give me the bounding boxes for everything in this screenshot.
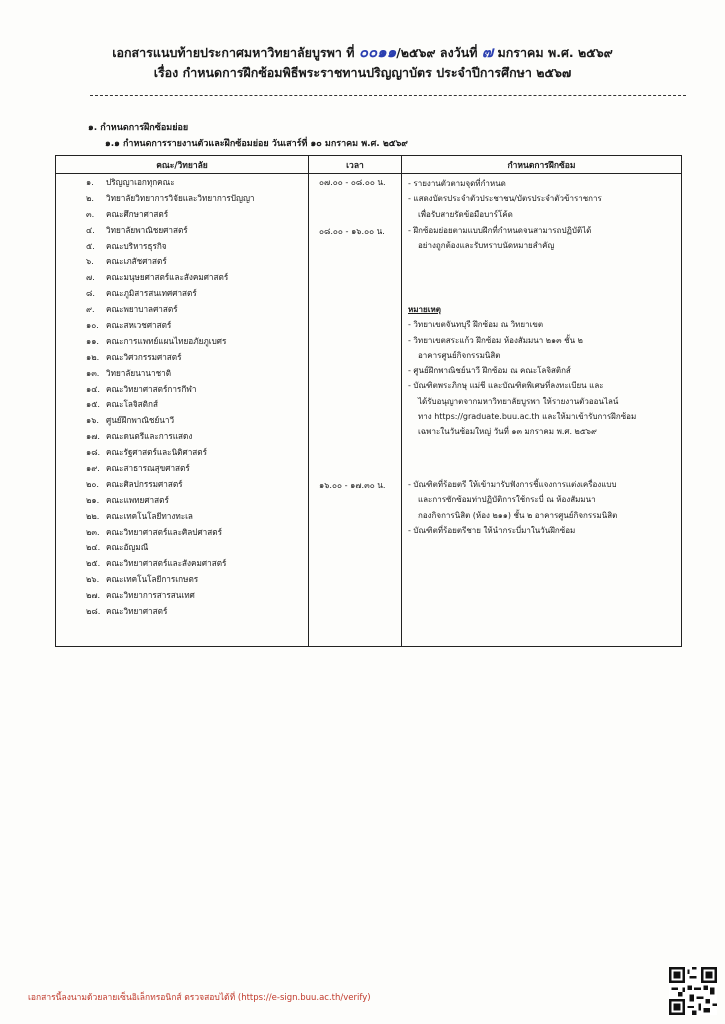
faculty-name: คณะรัฐศาสตร์และนิติศาสตร์: [106, 447, 208, 458]
faculty-number: ๒๒.: [86, 510, 100, 521]
faculty-name: คณะศึกษาศาสตร์: [106, 208, 169, 219]
faculty-name: คณะบริหารธุรกิจ: [106, 240, 167, 251]
faculty-number: ๑.: [86, 177, 94, 187]
faculty-row: [56, 366, 308, 382]
qr-code-icon: [669, 967, 717, 1015]
faculty-row: [56, 461, 308, 477]
table-header-row: [56, 156, 682, 174]
faculty-name: คณะพยาบาลศาสตร์: [106, 304, 178, 315]
faculty-row: [56, 191, 308, 207]
faculty-name: คณะศิลปกรรมศาสตร์: [106, 478, 183, 489]
faculty-row: [56, 334, 308, 350]
faculty-number: ๒๕.: [86, 558, 101, 569]
faculty-number: ๑๒.: [86, 351, 100, 362]
faculty-row: [56, 493, 308, 509]
time-slot-3: ๑๖.๐๐ - ๑๗.๓๐ น.: [319, 480, 386, 490]
faculty-name: คณะเทคโนโลยีการเกษตร: [106, 574, 199, 585]
faculty-name: วิทยาลัยวิทยาการวิจัยและวิทยาการปัญญา: [106, 192, 255, 203]
faculty-number: ๑๙.: [86, 463, 100, 474]
faculty-number: ๑๓.: [86, 367, 100, 378]
faculty-name: ศูนย์ฝึกพาณิชย์นาวี: [106, 415, 175, 426]
faculty-column-header: คณะ/วิทยาลัย: [56, 156, 309, 174]
faculty-name: คณะโลจิสติกส์: [106, 399, 158, 410]
faculty-name: คณะสาธารณสุขศาสตร์: [106, 463, 190, 474]
faculty-row: [56, 445, 308, 461]
faculty-number: ๑๘.: [86, 447, 101, 458]
faculty-name: คณะแพทยศาสตร์: [106, 494, 169, 505]
faculty-row: [56, 588, 308, 604]
schedule-column-header: กำหนดการฝึกซ้อม: [402, 156, 682, 174]
handwritten-doc-number: ๐๐๑๑: [358, 43, 397, 61]
faculty-row: [56, 223, 308, 239]
faculty-name: วิทยาลัยนานาชาติ: [106, 367, 172, 378]
faculty-row: [56, 413, 308, 429]
faculty-number: ๙.: [86, 304, 95, 315]
faculty-name: คณะวิทยาศาสตร์: [106, 606, 168, 617]
faculty-row: [56, 540, 308, 556]
faculty-name: คณะวิศวกรรมศาสตร์: [106, 351, 182, 362]
time-cell: [309, 174, 402, 647]
faculty-name: คณะวิทยาศาสตร์และศิลปศาสตร์: [106, 526, 222, 537]
month-year: มกราคม พ.ศ. ๒๕๖๙: [497, 45, 613, 60]
faculty-row: [56, 429, 308, 445]
faculty-row: [56, 239, 308, 255]
faculty-name: คณะวิทยาศาสตร์การกีฬา: [106, 383, 197, 394]
faculty-name: คณะเภสัชศาสตร์: [106, 256, 167, 267]
section-1-heading: ๑. กำหนดการฝึกซ้อมย่อย: [88, 123, 189, 133]
esign-footer: เอกสารนี้ลงนามด้วยลายเซ็นอิเล็กทรอนิกส์ ตรวจสอบได้ที่ (https://e-sign.buu.ac.th/verify): [28, 993, 371, 1003]
faculty-row: [56, 556, 308, 572]
faculty-number: ๑๖.: [86, 415, 99, 426]
faculty-cell: [56, 174, 309, 647]
faculty-number: ๑๐.: [86, 320, 99, 331]
remarks-block: หมายเหตุ - วิทยาเขตจันทบุรี ฝึกซ้อม ณ วิทยาเขต - วิทยาเขตสระแก้ว ฝึกซ้อม ห้องสัมมนา ๒๑๓ ชั้น ๒ อาคารศูนย์กิจกรรมนิสิต - ศูนย์ฝึกพาณิชย์นาวี ฝึกซ้อม ณ คณะโลจิสติกส์ - บัณฑิตพระภิกษุ แม่ชี และบัณฑิตพิเศษที่ลงทะเบียน และ ได้รับอนุญาตจากมหาวิทยาลัยบูรพา ให้รายงานตัวออนไลน์ ทาง https://graduate.buu.ac.th และให้มาเข้ารับการฝึกซ้อม เฉพาะในวันซ้อมใหญ่ วันที่ ๑๓ มกราคม พ.ศ. ๒๕๖๙: [408, 302, 678, 440]
faculty-number: ๕.: [86, 240, 95, 251]
schedule-table: [55, 155, 682, 647]
faculty-number: ๖.: [86, 256, 94, 267]
faculty-row: [56, 509, 308, 525]
faculty-name: วิทยาลัยพาณิชยศาสตร์: [106, 224, 188, 235]
faculty-row: [56, 604, 308, 620]
handwritten-day: ๗: [481, 43, 494, 61]
time-column-header: เวลา: [309, 156, 402, 174]
faculty-row: [56, 175, 308, 191]
announcement-title: เอกสารแนบท้ายประกาศมหาวิทยาลัยบูรพา ที่: [112, 45, 355, 60]
details-cell: [402, 174, 682, 647]
faculty-row: [56, 207, 308, 223]
faculty-number: ๒๐.: [86, 478, 99, 489]
faculty-number: ๓.: [86, 208, 95, 219]
faculty-row: [56, 350, 308, 366]
faculty-row: [56, 270, 308, 286]
time-slot-1: ๐๗.๐๐ - ๐๘.๐๐ น.: [319, 177, 386, 187]
faculty-number: ๑๗.: [86, 431, 100, 442]
time-slot-2: ๐๘.๐๐ - ๑๖.๐๐ น.: [319, 226, 385, 236]
faculty-name: คณะการแพทย์แผนไทยอภัยภูเบศร: [106, 335, 227, 346]
faculty-number: ๘.: [86, 288, 95, 299]
faculty-name: คณะอัญมณี: [106, 542, 149, 553]
faculty-name: คณะวิทยาการสารสนเทศ: [106, 590, 195, 601]
details-block-3: - บัณฑิตที่ร้อยตรี ให้เข้ามารับฟังการชี้แจงการแต่งเครื่องแบบ และการซักซ้อมท่าปฏิบัติการใช้กระบี่ ณ ห้องสัมมนา กองกิจการนิสิต (ห้อง ๒๑๑) ชั้น ๒ อาคารศูนย์กิจกรรมนิสิต - บัณฑิตที่ร้อยตรีชาย ให้นำกระบี่มาในวันฝึกซ้อม: [408, 480, 618, 535]
details-block-2: - ฝึกซ้อมย่อยตามแบบฝึกที่กำหนดจนสามารถปฏิบัติได้ อย่างถูกต้องและรับทราบนัดหมายสำคัญ: [408, 226, 592, 251]
subject-line: เรื่อง กำหนดการฝึกซ้อมพิธีพระราชทานปริญญาบัตร ประจำปีการศึกษา ๒๕๖๗: [153, 65, 572, 80]
faculty-row: [56, 525, 308, 541]
dashed-divider: [90, 95, 686, 96]
faculty-row: [56, 318, 308, 334]
faculty-row: [56, 397, 308, 413]
faculty-name: คณะดนตรีและการแสดง: [106, 431, 193, 442]
faculty-number: ๑๔.: [86, 383, 100, 394]
faculty-name: คณะสหเวชศาสตร์: [106, 320, 172, 331]
faculty-row: [56, 477, 308, 493]
faculty-number: ๒๑.: [86, 494, 100, 505]
faculty-name: คณะเทคโนโลยีทางทะเล: [106, 510, 193, 521]
faculty-name: ปริญญาเอกทุกคณะ: [106, 177, 175, 187]
date-label: /๒๕๖๙ ลงวันที่: [396, 45, 478, 60]
faculty-number: ๒๘.: [86, 606, 101, 617]
document-header: [0, 44, 725, 81]
section-1-1-heading: ๑.๑ กำหนดการรายงานตัวและฝึกซ้อมย่อย วันเสาร์ที่ ๑๐ มกราคม พ.ศ. ๒๕๖๙: [105, 139, 408, 149]
faculty-number: ๔.: [86, 224, 95, 235]
faculty-row: [56, 286, 308, 302]
faculty-number: ๒.: [86, 192, 94, 203]
faculty-name: คณะวิทยาศาสตร์และสังคมศาสตร์: [106, 558, 227, 569]
faculty-row: [56, 382, 308, 398]
faculty-name: คณะภูมิสารสนเทศศาสตร์: [106, 288, 197, 299]
faculty-number: ๑๑.: [86, 335, 99, 346]
faculty-number: ๒๖.: [86, 574, 100, 585]
remark-title: หมายเหตุ: [408, 305, 441, 314]
faculty-number: ๗.: [86, 272, 95, 283]
faculty-row: [56, 302, 308, 318]
faculty-number: ๒๗.: [86, 590, 101, 601]
faculty-number: ๒๔.: [86, 542, 101, 553]
faculty-row: [56, 254, 308, 270]
faculty-name: คณะมนุษยศาสตร์และสังคมศาสตร์: [106, 272, 229, 283]
header-line-1: [0, 44, 725, 61]
faculty-row: [56, 572, 308, 588]
faculty-number: ๑๕.: [86, 399, 100, 410]
faculty-number: ๒๓.: [86, 526, 100, 537]
details-block-1: - รายงานตัวตามจุดที่กำหนด - แสดงบัตรประจำตัวประชาชน/บัตรประจำตัวข้าราชการ เพื่อรับสายรัดข้อมือบาร์โค้ด: [408, 179, 602, 219]
